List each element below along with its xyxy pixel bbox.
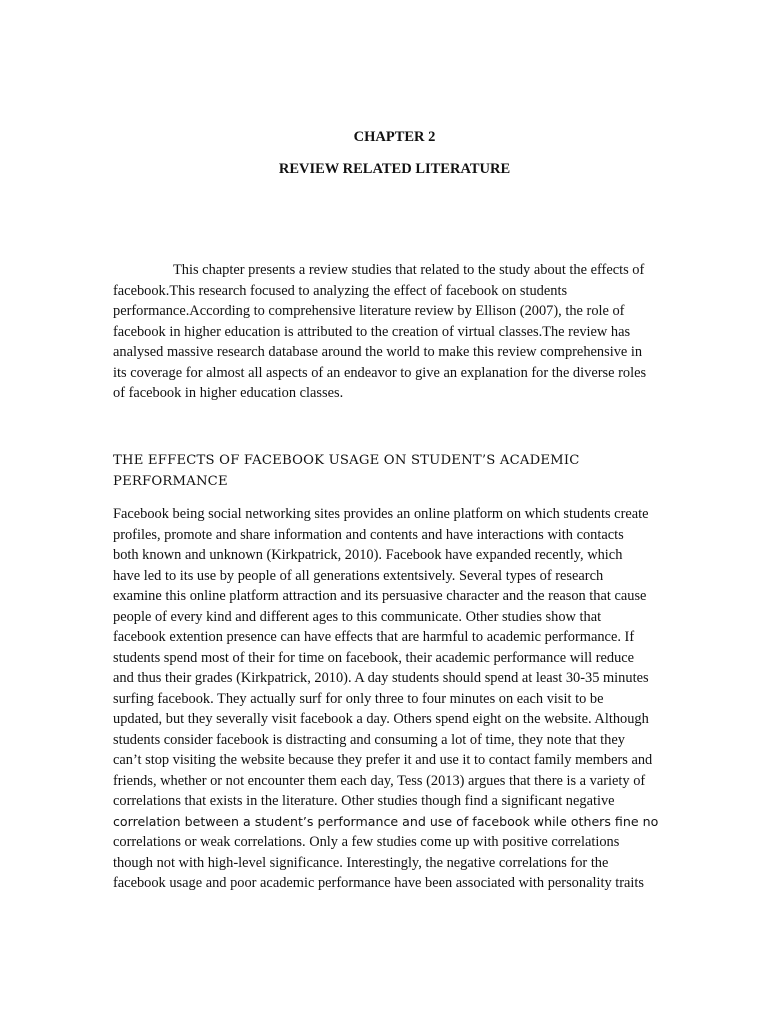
- body-line: people of every kind and different ages to this communicate. Other studies show that: [113, 608, 602, 625]
- body-line: examine this online platform attraction and its persuasive character and the reason that cause: [113, 588, 647, 604]
- chapter-title: REVIEW RELATED LITERATURE: [278, 161, 511, 177]
- body-line: and thus their grades (Kirkpatrick, 2010). A day students should spend at least 30-35 minutes: [113, 670, 649, 686]
- chapter-number: CHAPTER 2: [353, 129, 436, 145]
- body-line: surfing facebook. They actually surf for only three to four minutes on each visit to be: [113, 690, 604, 707]
- body-line: though not with high-level significance. Interestingly, the negative correlations for the: [113, 854, 609, 871]
- intro-line: facebook.This research focused to analyzing the effect of facebook on students: [113, 282, 568, 299]
- body-line: profiles, promote and share information and contents and have interactions with contacts: [113, 526, 624, 543]
- intro-line: This chapter presents a review studies that related to the study about the effects of: [173, 262, 645, 278]
- intro-paragraph: [113, 260, 676, 404]
- body-line: facebook extention presence can have effects that are harmful to academic performance. If: [113, 629, 635, 645]
- body-line: facebook usage and poor academic performance have been associated with personality traits: [113, 875, 645, 891]
- body-paragraph: [113, 504, 676, 894]
- intro-line: performance.According to comprehensive literature review by Ellison (2007), the role of: [113, 303, 625, 319]
- body-line: friends, whether or not encounter them each day, Tess (2013) argues that there is a variety of: [113, 772, 646, 789]
- body-line: correlations or weak correlations. Only a few studies come up with positive correlations: [113, 834, 620, 850]
- body-line: updated, but they severally visit facebook a day. Others spend eight on the website. Although: [113, 711, 649, 727]
- body-line: students consider facebook is distracting and consuming a lot of time, they note that they: [113, 731, 625, 748]
- intro-line: its coverage for almost all aspects of an endeavor to give an explanation for the diverse roles: [113, 364, 647, 381]
- body-line: both known and unknown (Kirkpatrick, 2010). Facebook have expanded recently, which: [113, 547, 623, 563]
- intro-line: analysed massive research database around the world to make this review comprehensive in: [113, 344, 643, 360]
- body-line: correlations that exists in the literature. Other studies though find a significant negative: [113, 793, 615, 809]
- section-heading-line: THE EFFECTS OF FACEBOOK USAGE ON STUDENT’S ACADEMIC: [113, 453, 580, 468]
- section-heading-line: PERFORMANCE: [113, 474, 228, 489]
- section-heading: [113, 450, 676, 492]
- intro-line: facebook in higher education is attributed to the creation of virtual classes.The review has: [113, 323, 631, 340]
- body-line: have led to its use by people of all generations extentsively. Several types of research: [113, 567, 604, 584]
- body-line: correlation between a student’s performance and use of facebook while others fine no: [113, 813, 659, 829]
- body-line: students spend most of their for time on facebook, their academic performance will reduce: [113, 649, 635, 666]
- body-line: Facebook being social networking sites provides an online platform on which students create: [113, 506, 649, 522]
- intro-line: of facebook in higher education classes.: [113, 385, 344, 401]
- body-line: can’t stop visiting the website because they prefer it and use it to contact family members and: [113, 752, 653, 768]
